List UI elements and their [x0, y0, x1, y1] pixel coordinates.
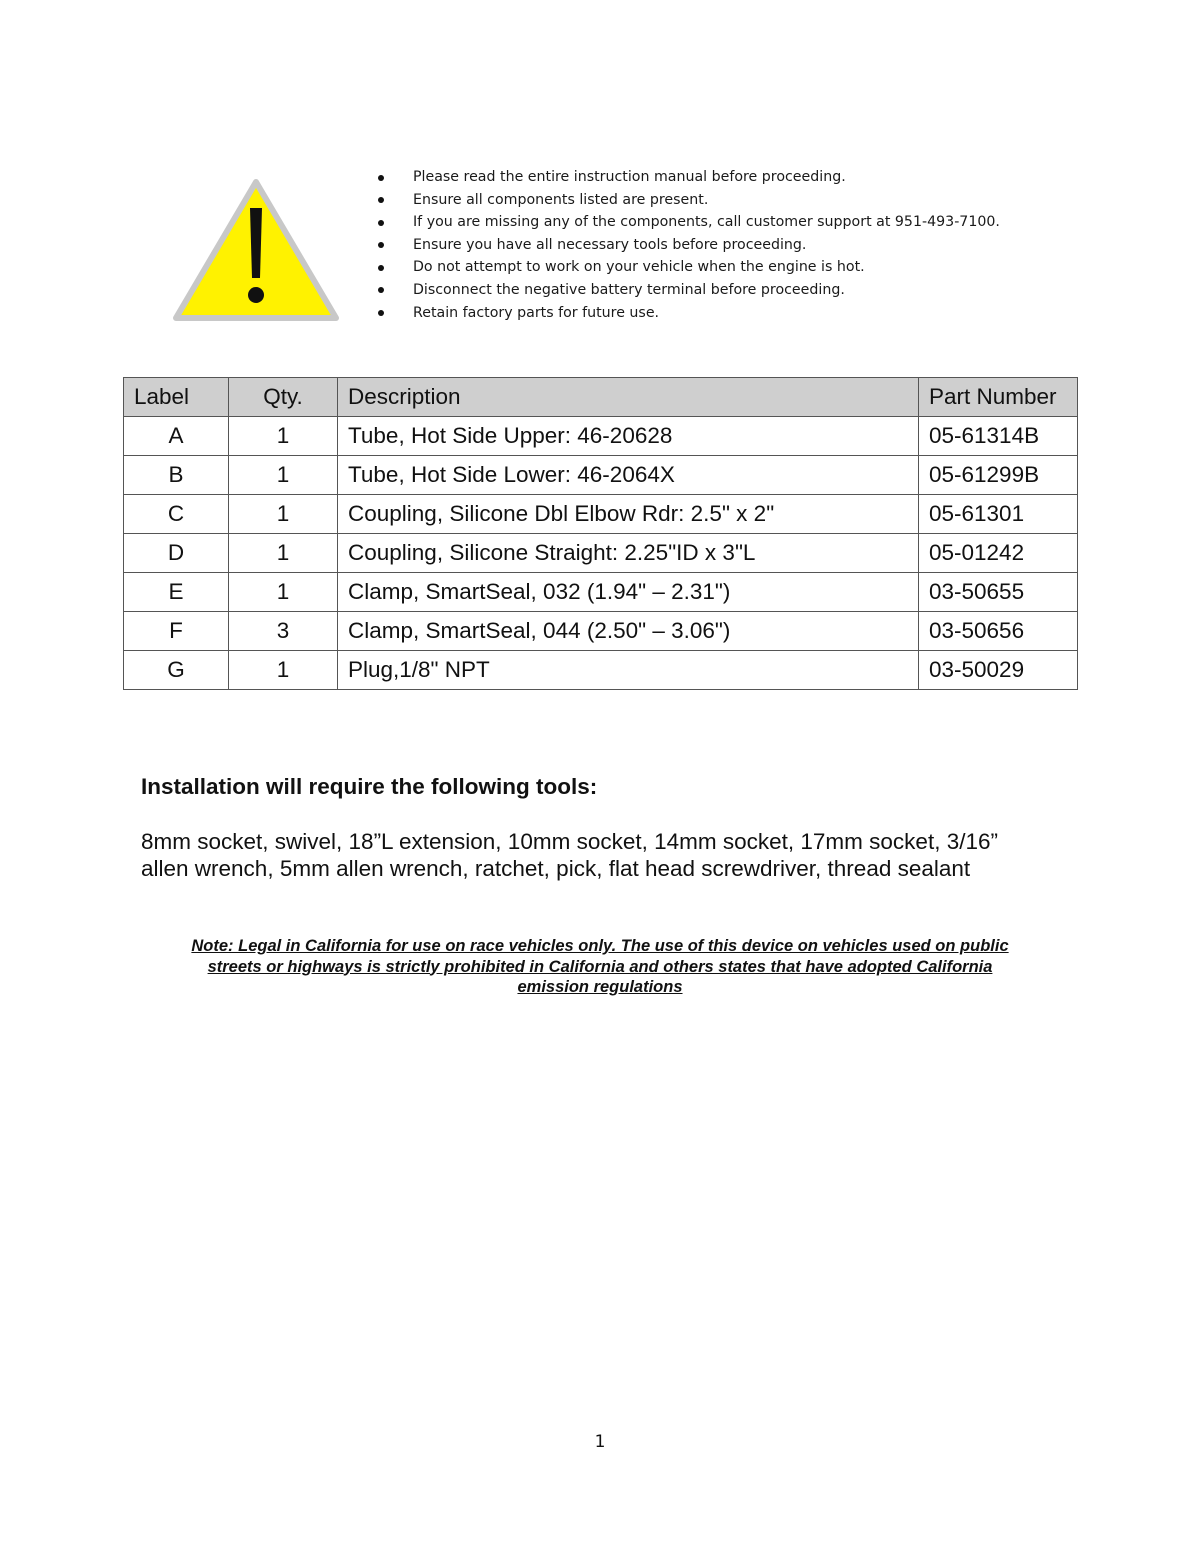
header-qty: Qty.: [229, 378, 338, 417]
header-part-number: Part Number: [919, 378, 1078, 417]
tools-line: allen wrench, 5mm allen wrench, ratchet, pick, flat head screwdriver, thread sealant: [141, 856, 971, 881]
table-row: [124, 573, 1078, 612]
cell-description: Tube, Hot Side Lower: 46-2064X: [338, 456, 919, 495]
table-row: [124, 612, 1078, 651]
table-row: [124, 417, 1078, 456]
cell-qty: 1: [229, 534, 338, 573]
cell-description: Coupling, Silicone Straight: 2.25"ID x 3"L: [338, 534, 919, 573]
warning-triangle-icon: [168, 172, 344, 328]
legal-note-line: streets or highways is strictly prohibited in California and others states that have adopted California: [207, 957, 993, 976]
table-row: [124, 495, 1078, 534]
cell-part-number: 03-50656: [919, 612, 1078, 651]
legal-note: [130, 936, 1070, 998]
tools-list: [141, 828, 1101, 882]
cell-qty: 1: [229, 651, 338, 690]
warning-item: Ensure you have all necessary tools before proceeding.: [376, 234, 1136, 257]
cell-qty: 3: [229, 612, 338, 651]
header-label: Label: [124, 378, 229, 417]
warning-item: If you are missing any of the components, call customer support at 951-493-7100.: [376, 211, 1136, 234]
cell-qty: 1: [229, 417, 338, 456]
cell-part-number: 05-01242: [919, 534, 1078, 573]
warning-item: Retain factory parts for future use.: [376, 302, 1136, 325]
cell-part-number: 05-61299B: [919, 456, 1078, 495]
warning-list: [376, 166, 1136, 324]
legal-note-line: emission regulations: [517, 978, 683, 996]
cell-description: Plug,1/8" NPT: [338, 651, 919, 690]
tools-heading: Installation will require the following tools:: [141, 774, 598, 799]
warning-item: Do not attempt to work on your vehicle when the engine is hot.: [376, 256, 1136, 279]
parts-table: [123, 377, 1078, 690]
warning-item: Please read the entire instruction manual before proceeding.: [376, 166, 1136, 189]
cell-part-number: 05-61301: [919, 495, 1078, 534]
header-description: Description: [338, 378, 919, 417]
table-row: [124, 651, 1078, 690]
page-number: 1: [594, 1432, 606, 1452]
cell-label: A: [124, 417, 229, 456]
cell-part-number: 05-61314B: [919, 417, 1078, 456]
cell-description: Coupling, Silicone Dbl Elbow Rdr: 2.5" x 2": [338, 495, 919, 534]
tools-line: 8mm socket, swivel, 18”L extension, 10mm socket, 14mm socket, 17mm socket, 3/16”: [141, 829, 998, 854]
cell-qty: 1: [229, 573, 338, 612]
cell-qty: 1: [229, 456, 338, 495]
table-header-row: [124, 378, 1078, 417]
cell-label: G: [124, 651, 229, 690]
warning-item: Ensure all components listed are present.: [376, 189, 1136, 212]
cell-description: Clamp, SmartSeal, 044 (2.50" – 3.06"): [338, 612, 919, 651]
cell-label: B: [124, 456, 229, 495]
table-row: [124, 534, 1078, 573]
cell-label: D: [124, 534, 229, 573]
cell-label: C: [124, 495, 229, 534]
cell-part-number: 03-50029: [919, 651, 1078, 690]
table-row: [124, 456, 1078, 495]
legal-note-line: Note: Legal in California for use on race vehicles only. The use of this device on vehicles used on public: [191, 937, 1009, 955]
cell-label: E: [124, 573, 229, 612]
cell-description: Clamp, SmartSeal, 032 (1.94" – 2.31"): [338, 573, 919, 612]
cell-description: Tube, Hot Side Upper: 46-20628: [338, 417, 919, 456]
cell-label: F: [124, 612, 229, 651]
cell-qty: 1: [229, 495, 338, 534]
cell-part-number: 03-50655: [919, 573, 1078, 612]
warning-item: Disconnect the negative battery terminal before proceeding.: [376, 279, 1136, 302]
